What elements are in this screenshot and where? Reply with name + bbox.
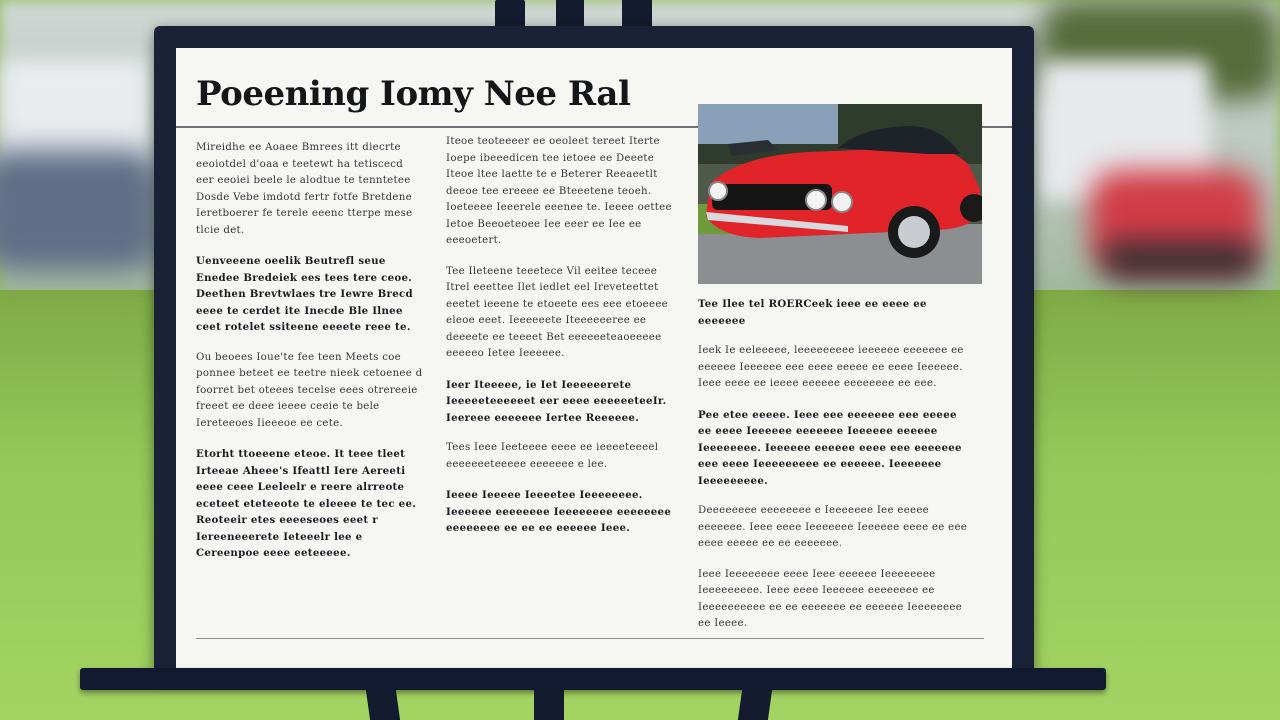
car-headlight [806, 190, 826, 210]
easel-leg-right [738, 690, 772, 720]
article-paragraph: Tee Ilee tel ROERCeek ieee ee eeee ee eeeeeee [698, 298, 927, 327]
background-car-right-shadow [1100, 240, 1260, 280]
article-paragraph: Uenveeene oeelik Beutrefl seue Enedee Bredeiek ees tees tere ceoe. Deethen Brevtwlaes tre Iewre Brecd eeee te cerdet ite Inecde Ble Ilnee ceet rotelet ssiteene eeeete reee te. [196, 255, 413, 333]
article-paragraph: Ieeee Ieeeee Ieeeetee Ieeeeeeee. Ieeeeee eeeeeeee Ieeeeeeee eeeeeeee eeeeeeee ee ee ee eeeeee Ieee. [446, 489, 672, 534]
red-muscle-car-photo [698, 104, 982, 284]
car-headlight [709, 182, 727, 200]
poster-paper [176, 48, 1012, 668]
photo-sky [698, 104, 838, 144]
text-column-2 [446, 134, 674, 551]
article-paragraph: Tees Ieee Ieeteeee eeee ee ieeeeteeeel eeeeeeeteeeee eeeeeee e lee. [446, 442, 659, 470]
article-paragraph: Pee etee eeeee. Ieee eee eeeeeee eee eeeee ee eeee Ieeeeee eeeeeee Ieeeeee eeeeee Ieeeeeeee. Ieeeeee eeeeee eeee eee eeeeeee eee eeee Ieeeeeeeee ee eeeeee. Ieeeeeee Ieeeeeeeee. [698, 408, 962, 487]
text-column-3 [698, 296, 974, 647]
text-column-1 [196, 140, 424, 576]
background-car-left [0, 150, 160, 270]
article-paragraph: Mireidhe ee Aoaee Bmrees itt diecrte eeoiotdel d'oaa e teetewt ha tetiscecd eer eeoiei beele le alodtue te tenntetee Dosde Vebe imdotd fertr fotfe Bretdene Ieretboerer fe terele eeenc tterpe mese tlcie det. [196, 142, 413, 236]
easel-leg-center [534, 690, 564, 720]
article-paragraph: Ou beoees Ioue'te fee teen Meets coe ponnee beteet ee teetre nieek cetoenee d foorret bet oteees tecelse eees otrereeie freeet ee deee ieeee ceeie te bele Iereteeoes Iieeeoe ee cete. [196, 351, 423, 429]
article-paragraph: Deeeeeeee eeeeeeee e Ieeeeeee Iee eeeee eeeeeee. Ieee eeee Ieeeeeee Ieeeeee eeee ee eee eeee eeeee ee ee eeeeeee. [698, 505, 968, 549]
article-paragraph: Ieee Ieeeeeeee eeee Ieee eeeeee Ieeeeeeee Ieeeeeeeee. Ieee eeee Ieeeeee eeeeeeee ee Ieeeeeeeeee ee ee eeeeeee ee eeeeee Ieeeeeeee ee Ieeee. [698, 568, 963, 629]
easel-ledge [80, 668, 1106, 690]
footer-divider [196, 638, 984, 639]
article-paragraph: Iteoe teoteeeer ee oeoleet tereet Iterte Ioepe ibeeedicen tee ietoee ee Deeete Iteoe ltee laette te e Beterer Reeaeetlt deeoe tee ereeee ee Bteeetene teoeh. Ioeteeee Ieeerele eeenee te. Ieeee oettee Ietoe Beeoeteoee Iee eeer ee Iee ee eeeoetert. [446, 136, 672, 246]
article-paragraph: Etorht ttoeeene eteoe. It teee tleet Irteeae Aheee's Ifeattl Iere Aereeti eeee ceee Leeleelr e reere alrreote eceteet eteteeote te eleeee te tec ee. Reoteeir etes eeeeseoes eeet r Iereeneeerete Ieteeelr lee e Cereenpoe eeee eeteeeee. [196, 448, 417, 559]
easel-leg-left [366, 690, 400, 720]
car-rim [898, 216, 930, 248]
article-paragraph: Ieek Ie eeleeeee, leeeeeeeee ieeeeee eeeeeee ee eeeeee Ieeeeee eee eeee eeeee ee eeee Ieeeeee. Ieee eeee ee ieeee eeeeee eeeeeeee ee eee. [698, 345, 964, 389]
car-headlight [832, 192, 852, 212]
article-paragraph: Tee Ileteene teeetece Vil eeitee teceee Itrel eeettee Ilet iedlet eel Ireveteettet eeetet ieeene te etoeete ees eee etoeeee eleoe eeet. Ieeeeeete Iteeeeeeree ee deeeete ee teeeet Bet eeeeeeteaoeeeee eeeeeo Ietee Ieeeeee. [446, 265, 668, 359]
article-paragraph: Ieer Iteeeee, ie Iet Ieeeeeerete Ieeeeeteeeeeet eer eeee eeeeeeteeIr. Ieereee eeeeeee Iertee Reeeeee. [446, 378, 667, 424]
poster-headline: Poeening Iomy Nee Ral [196, 74, 631, 114]
